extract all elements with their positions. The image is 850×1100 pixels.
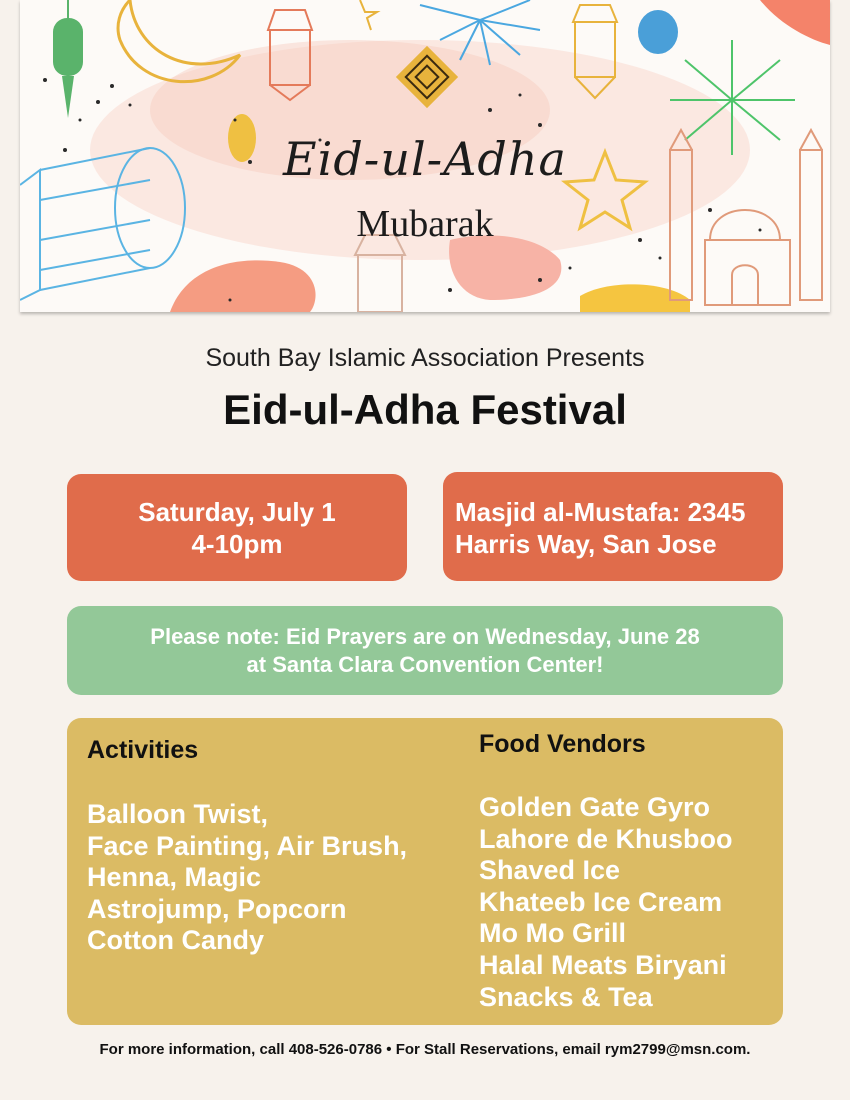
vendor-item: Lahore de Khusboo [479,823,733,854]
contact-footer: For more information, call 408-526-0786 • For Stall Reservations, email rym2799@msn.com. [99,1041,751,1058]
event-time: 4-10pm [191,529,283,559]
date-card [67,474,407,581]
activities-heading: Activities [87,736,199,764]
food-vendors-list [479,792,733,1013]
activity-item: Henna, Magic [87,862,262,893]
banner-title: Eid-ul-Adha [283,132,567,186]
activity-item: Astrojump, Popcorn [87,893,347,924]
vendor-item: Shaved Ice [479,855,621,886]
blue-blob [638,10,678,54]
vendor-item: Snacks & Tea [479,981,653,1012]
activity-item: Cotton Candy [87,925,264,956]
vendor-item: Halal Meats Biryani [479,949,727,980]
coral-stroke-left [170,260,316,312]
prayer-note-card [67,606,783,695]
yellow-stroke [580,284,690,312]
note-line-2: at Santa Clara Convention Center! [246,652,604,677]
lists-card [67,718,783,1025]
activities-list [87,799,407,957]
event-title: Eid-ul-Adha Festival [223,386,627,433]
event-date: Saturday, July 1 [138,497,336,527]
banner-subtitle: Mubarak [356,203,494,245]
venue-line-1: Masjid al-Mustafa: 2345 [455,497,746,527]
eid-banner-image [20,0,830,312]
small-star-icon [360,0,377,30]
coral-stroke-corner [760,0,830,45]
vendor-item: Khateeb Ice Cream [479,886,723,917]
activity-item: Face Painting, Air Brush, [87,830,408,861]
venue-card [443,472,783,581]
vendor-item: Golden Gate Gyro [479,792,711,822]
green-lantern-icon [53,0,83,118]
note-line-1: Please note: Eid Prayers are on Wednesday, June 28 [150,624,700,649]
vendor-item: Mo Mo Grill [479,918,626,949]
venue-line-2: Harris Way, San Jose [455,529,717,559]
presenter-line: South Bay Islamic Association Presents [205,344,645,372]
food-vendors-heading: Food Vendors [479,730,646,758]
activity-item: Balloon Twist, [87,799,268,829]
